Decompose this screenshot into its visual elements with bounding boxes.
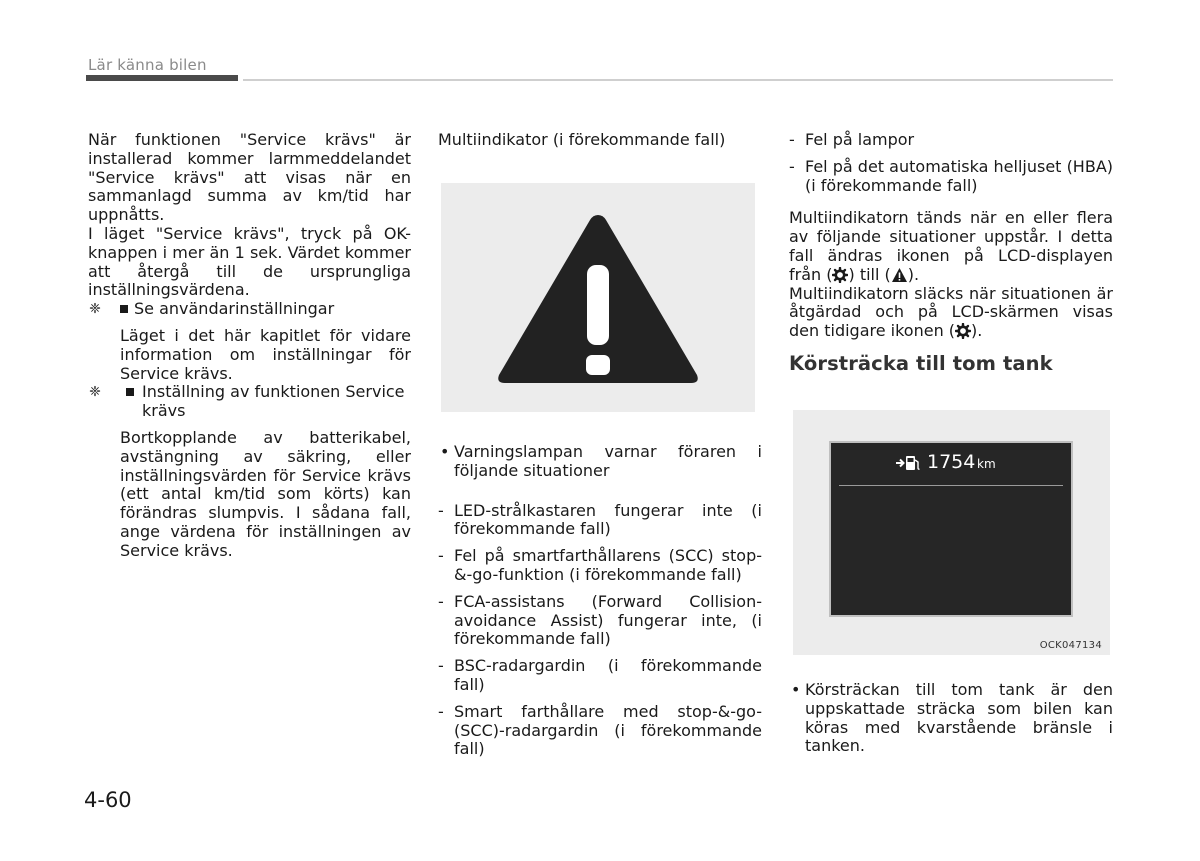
gear-icon — [832, 267, 848, 283]
list-item: • Varningslampan varnar föraren i följande situationer — [440, 442, 762, 480]
list-item: - Smart farthållare med stop-&-go-(SCC)-radargardin (i förekommande fall) — [438, 701, 762, 759]
note-title: Inställning av funktionen Service krävs — [142, 382, 405, 421]
warning-triangle-icon — [493, 207, 703, 387]
range-display-figure — [793, 410, 1110, 655]
header-rule — [243, 79, 1113, 81]
section-heading-multiindicator: Multiindikator (i förekommande fall) — [438, 130, 726, 149]
gear-icon — [955, 323, 971, 339]
note-symbol: ❈ — [89, 384, 101, 401]
list-item: - Fel på smartfarthållarens (SCC) stop-&-go-funktion (i förekommande fall) — [438, 546, 762, 584]
header-bar-dark — [86, 75, 238, 81]
note-body: Bortkopplande av batterikabel, avstängning av säkring, eller inställningsvärden för Service krävs (ett antal km/tid som körts) kan förändras slumpvis. I sådana fall, ange värdena för inställningen av Service krävs. — [120, 427, 411, 560]
paragraph-multiindicator-off: Multiindikatorn släcks när situationen är åtgärdad och på LCD-skärmen visas den tidigare ikonen ( ). — [789, 283, 1113, 341]
range-unit: km — [977, 457, 996, 471]
column-left — [88, 131, 411, 561]
warning-figure — [441, 183, 755, 412]
display-divider — [839, 485, 1063, 486]
paragraph-multiindicator-on: Multiindikatorn tänds när en eller flera av följande situationer uppstår. I detta fall ändras ikonen på LCD-displayen från ( ) till ( ). — [789, 208, 1113, 284]
list-item: - FCA-assistans (Forward Collision-avoidance Assist) fungerar inte, (i förekommande fall) — [438, 591, 762, 649]
fuel-pump-icon — [895, 454, 921, 472]
square-bullet-icon — [120, 305, 128, 313]
note-user-settings — [88, 300, 411, 319]
note-title: Se användarinställningar — [134, 299, 335, 319]
column-middle — [438, 131, 762, 150]
list-item: • Körsträckan till tom tank är den uppskattade sträcka som bilen kan köras med kvarstående bränsle i tanken. — [791, 680, 1113, 756]
section-title: Lär känna bilen — [88, 56, 207, 74]
square-bullet-icon — [126, 388, 134, 396]
note-body: Läget i det här kapitlet för vidare information om inställningar för Service krävs. — [120, 325, 411, 383]
list-item: - LED-strålkastaren fungerar inte (i förekommande fall) — [438, 500, 762, 539]
page-number: 4-60 — [84, 788, 132, 812]
bullet-dot: • — [440, 442, 450, 461]
warning-triangle-icon — [891, 267, 908, 283]
paragraph-service-reset: I läget "Service krävs", tryck på OK-knappen i mer än 1 sek. Värdet kommer att återgå till de ursprungliga inställningsvärdena. — [88, 223, 411, 300]
column-right-bullet — [789, 681, 1113, 756]
list-item: - Fel på det automatiska helljuset (HBA) (i förekommande fall) — [789, 156, 1113, 195]
column-right — [789, 131, 1113, 374]
paragraph-service-installed: När funktionen "Service krävs" är installerad kommer larmmeddelandet "Service krävs" att visas när en sammanlagd summa av km/tid har uppnåtts. — [88, 130, 411, 225]
column-middle-list — [438, 443, 762, 759]
list-item: - Fel på lampor — [789, 130, 915, 149]
range-value: 1754 — [927, 451, 976, 473]
list-item: - BSC-radargardin (i förekommande fall) — [438, 656, 762, 694]
lcd-display — [829, 441, 1073, 617]
note-symbol: ❈ — [89, 301, 101, 318]
bullet-dot: • — [791, 680, 801, 699]
section-heading-range: Körsträcka till tom tank — [789, 351, 1053, 375]
note-service-setting — [88, 383, 411, 421]
figure-code: OCK047134 — [1039, 640, 1102, 651]
